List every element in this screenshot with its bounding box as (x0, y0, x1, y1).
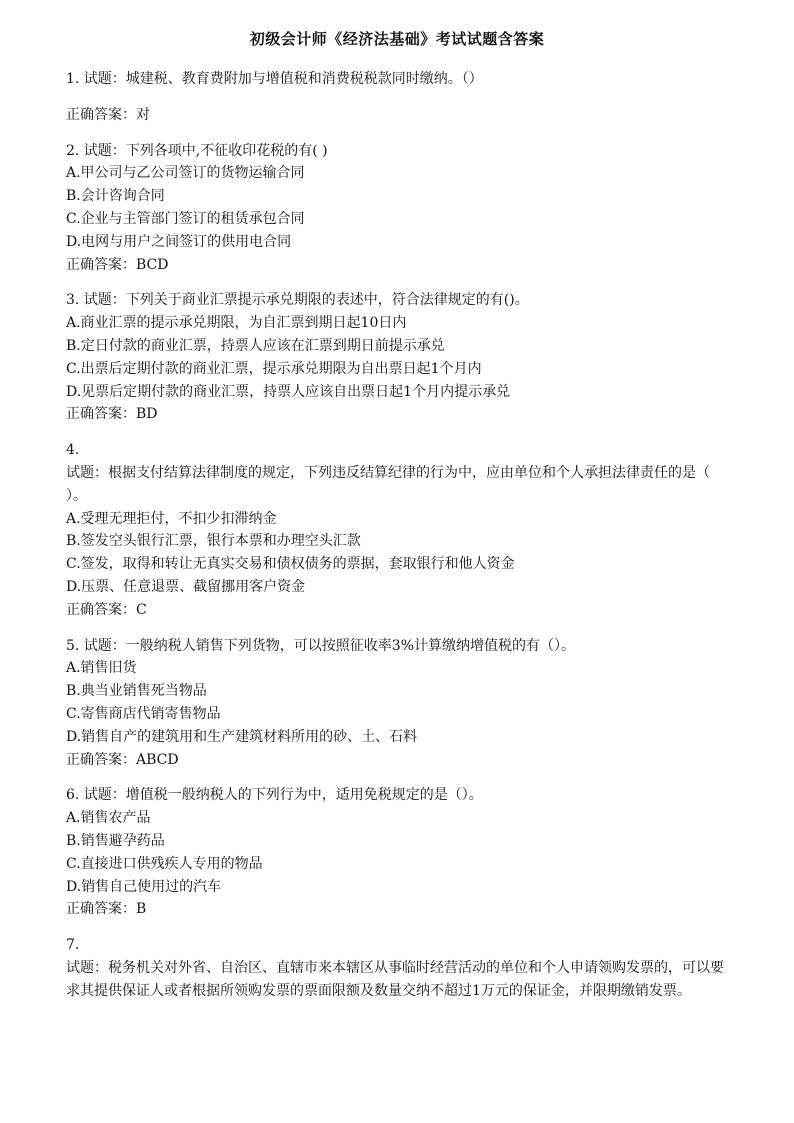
question-list (66, 68, 734, 1002)
question-4-option-a: A.受理无理拒付，不扣少扣滞纳金 (66, 510, 277, 527)
question-7-number: 7. (66, 937, 80, 954)
question-5-stem: 5. 试题：一般纳税人销售下列货物，可以按照征收率3%计算缴纳增值税的有（）。 (66, 637, 576, 654)
question-6-option-c: C.直接进口供残疾人专用的物品 (66, 855, 263, 872)
question-5 (66, 635, 734, 772)
question-2-option-a: A.甲公司与乙公司签订的货物运输合同 (66, 165, 305, 182)
question-5-answer: 正确答案：ABCD (66, 751, 179, 768)
question-2-answer: 正确答案：BCD (66, 256, 169, 273)
question-2-option-c: C.企业与主管部门签订的租赁承包合同 (66, 210, 305, 227)
question-7-stem: 试题：税务机关对外省、自治区、直辖市来本辖区从事临时经营活动的单位和个人申请领购发票的，可以要求其提供保证人或者根据所领购发票的票面限额及数量交纳不超过1万元的保证金，并限期缴销发票。 (66, 959, 724, 999)
question-3 (66, 289, 734, 426)
question-4 (66, 439, 734, 621)
question-5-option-a: A.销售旧货 (66, 660, 137, 677)
question-3-option-c: C.出票后定期付款的商业汇票，提示承兑期限为自出票日起1个月内 (66, 360, 482, 377)
question-5-option-c: C.寄售商店代销寄售物品 (66, 705, 221, 722)
question-1 (66, 68, 734, 127)
question-3-stem: 3. 试题：下列关于商业汇票提示承兑期限的表述中，符合法律规定的有()。 (66, 292, 529, 309)
question-1-stem: 1. 试题：城建税、教育费附加与增值税和消费税税款同时缴纳。（） (66, 71, 483, 87)
question-6 (66, 784, 734, 921)
question-6-option-b: B.销售避孕药品 (66, 832, 165, 849)
question-6-stem: 6. 试题：增值税一般纳税人的下列行为中，适用免税规定的是（）。 (66, 787, 483, 804)
question-2 (66, 140, 734, 277)
question-2-stem: 2. 试题：下列各项中,不征收印花税的有( ) (66, 142, 328, 159)
question-5-option-b: B.典当业销售死当物品 (66, 683, 207, 700)
question-3-option-a: A.商业汇票的提示承兑期限，为自汇票到期日起10日内 (66, 315, 407, 332)
question-3-option-b: B.定日付款的商业汇票，持票人应该在汇票到期日前提示承兑 (66, 337, 445, 354)
question-4-option-d: D.压票、任意退票、截留挪用客户资金 (66, 578, 306, 595)
question-4-answer: 正确答案：C (66, 601, 147, 618)
question-1-answer: 正确答案：对 (66, 106, 150, 123)
question-4-option-c: C.签发，取得和转让无真实交易和债权债务的票据，套取银行和他人资金 (66, 556, 515, 573)
question-6-answer: 正确答案：B (66, 901, 147, 918)
document-title: 初级会计师《经济法基础》考试试题含答案 (249, 30, 545, 48)
question-4-option-b: B.签发空头银行汇票，银行本票和办理空头汇款 (66, 533, 361, 550)
question-5-option-d: D.销售自产的建筑用和生产建筑材料所用的砂、土、石料 (66, 728, 418, 745)
question-6-option-a: A.销售农产品 (66, 810, 151, 827)
question-2-option-b: B.会计咨询合同 (66, 188, 165, 205)
question-3-option-d: D.见票后定期付款的商业汇票，持票人应该自出票日起1个月内提示承兑 (66, 383, 511, 400)
question-7 (66, 934, 734, 1002)
question-4-stem: 试题：根据支付结算法律制度的规定，下列违反结算纪律的行为中，应由单位和个人承担法律责任的是（ ）。 (66, 464, 710, 504)
question-4-number: 4. (66, 442, 80, 459)
question-3-answer: 正确答案：BD (66, 406, 158, 423)
question-2-option-d: D.电网与用户之间签订的供用电合同 (66, 233, 292, 250)
question-6-option-d: D.销售自己使用过的汽车 (66, 878, 222, 895)
